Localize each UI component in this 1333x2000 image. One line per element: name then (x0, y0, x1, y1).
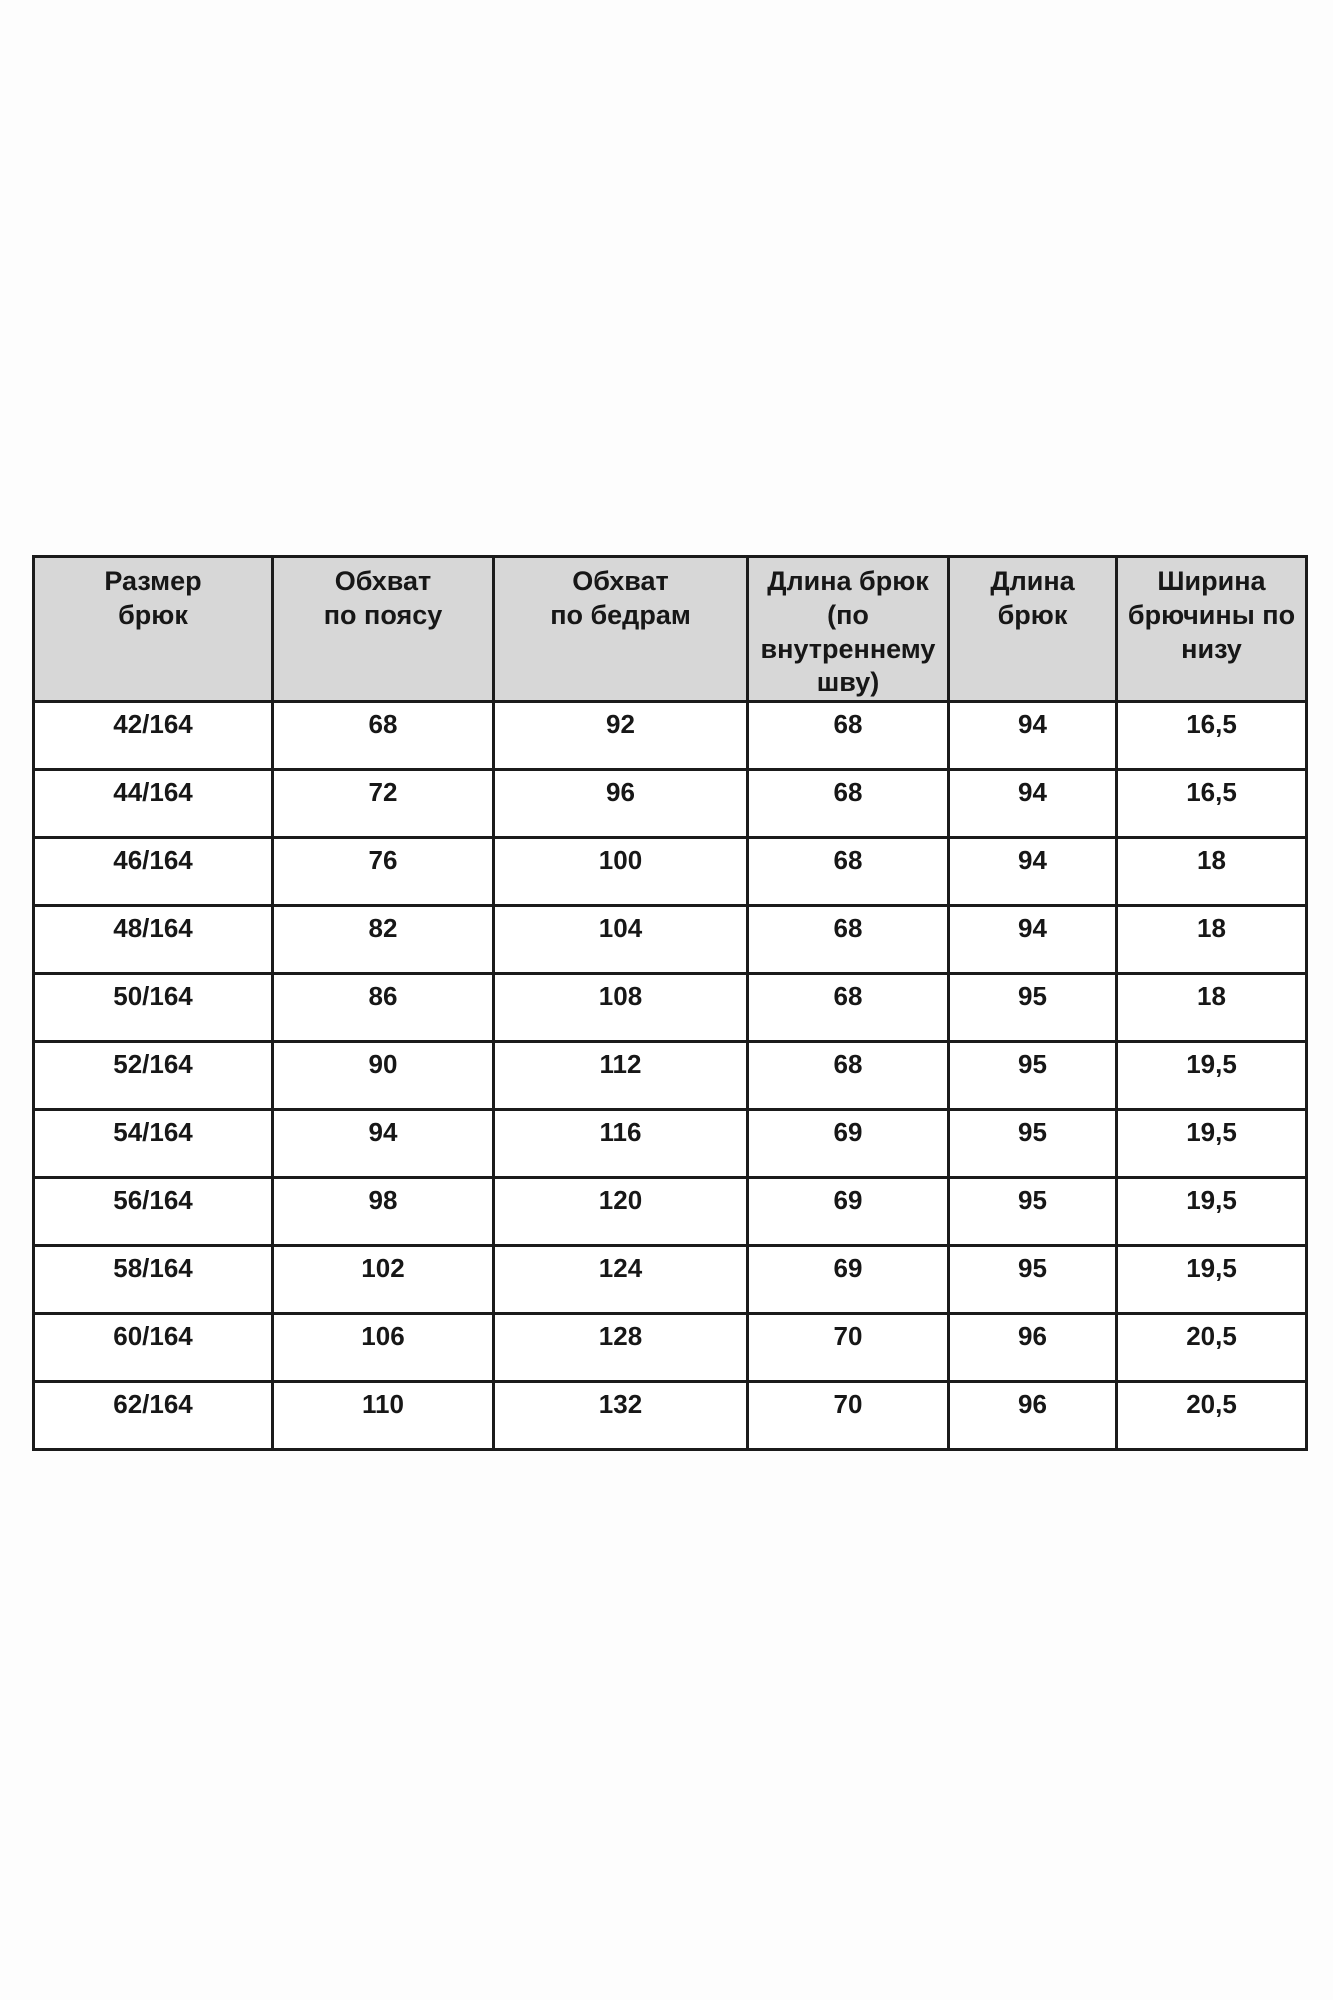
measurement-cell: 100 (494, 838, 748, 906)
measurement-cell: 69 (748, 1178, 949, 1246)
measurement-cell: 108 (494, 974, 748, 1042)
size-cell: 62/164 (34, 1382, 273, 1450)
measurement-cell: 94 (949, 838, 1117, 906)
measurement-cell: 18 (1117, 906, 1307, 974)
measurement-cell: 95 (949, 1178, 1117, 1246)
column-header: Длина брюк (949, 557, 1117, 702)
measurement-cell: 18 (1117, 974, 1307, 1042)
measurement-cell: 68 (748, 1042, 949, 1110)
measurement-cell: 68 (748, 906, 949, 974)
size-cell: 54/164 (34, 1110, 273, 1178)
measurement-cell: 20,5 (1117, 1314, 1307, 1382)
column-header: Обхват по поясу (273, 557, 494, 702)
measurement-cell: 106 (273, 1314, 494, 1382)
measurement-cell: 82 (273, 906, 494, 974)
table-row (34, 1042, 1307, 1110)
measurement-cell: 96 (949, 1314, 1117, 1382)
measurement-cell: 102 (273, 1246, 494, 1314)
table-row (34, 906, 1307, 974)
measurement-cell: 68 (748, 702, 949, 770)
measurement-cell: 68 (748, 974, 949, 1042)
measurement-cell: 68 (748, 770, 949, 838)
table-header-row (34, 557, 1307, 702)
measurement-cell: 128 (494, 1314, 748, 1382)
measurement-cell: 112 (494, 1042, 748, 1110)
measurement-cell: 98 (273, 1178, 494, 1246)
measurement-cell: 120 (494, 1178, 748, 1246)
table-body (34, 702, 1307, 1450)
measurement-cell: 68 (748, 838, 949, 906)
size-cell: 52/164 (34, 1042, 273, 1110)
measurement-cell: 20,5 (1117, 1382, 1307, 1450)
table-row (34, 838, 1307, 906)
measurement-cell: 132 (494, 1382, 748, 1450)
measurement-cell: 94 (949, 906, 1117, 974)
table-row (34, 1178, 1307, 1246)
table-row (34, 1110, 1307, 1178)
measurement-cell: 95 (949, 1246, 1117, 1314)
measurement-cell: 86 (273, 974, 494, 1042)
measurement-cell: 92 (494, 702, 748, 770)
measurement-cell: 95 (949, 1110, 1117, 1178)
size-cell: 42/164 (34, 702, 273, 770)
measurement-cell: 94 (949, 702, 1117, 770)
column-header: Ширина брючины по низу (1117, 557, 1307, 702)
table-row (34, 1314, 1307, 1382)
measurement-cell: 19,5 (1117, 1110, 1307, 1178)
measurement-cell: 70 (748, 1314, 949, 1382)
measurement-cell: 19,5 (1117, 1042, 1307, 1110)
measurement-cell: 124 (494, 1246, 748, 1314)
size-cell: 50/164 (34, 974, 273, 1042)
size-cell: 48/164 (34, 906, 273, 974)
size-chart-table (32, 555, 1308, 1451)
size-cell: 46/164 (34, 838, 273, 906)
measurement-cell: 104 (494, 906, 748, 974)
measurement-cell: 19,5 (1117, 1178, 1307, 1246)
measurement-cell: 95 (949, 974, 1117, 1042)
measurement-cell: 16,5 (1117, 770, 1307, 838)
measurement-cell: 19,5 (1117, 1246, 1307, 1314)
measurement-cell: 94 (273, 1110, 494, 1178)
table-row (34, 1382, 1307, 1450)
measurement-cell: 96 (494, 770, 748, 838)
size-cell: 60/164 (34, 1314, 273, 1382)
size-cell: 56/164 (34, 1178, 273, 1246)
measurement-cell: 95 (949, 1042, 1117, 1110)
measurement-cell: 90 (273, 1042, 494, 1110)
table-row (34, 1246, 1307, 1314)
measurement-cell: 96 (949, 1382, 1117, 1450)
measurement-cell: 76 (273, 838, 494, 906)
measurement-cell: 116 (494, 1110, 748, 1178)
column-header: Размер брюк (34, 557, 273, 702)
column-header: Длина брюк (по внутреннему шву) (748, 557, 949, 702)
measurement-cell: 72 (273, 770, 494, 838)
measurement-cell: 69 (748, 1246, 949, 1314)
size-cell: 44/164 (34, 770, 273, 838)
table-row (34, 770, 1307, 838)
measurement-cell: 16,5 (1117, 702, 1307, 770)
measurement-cell: 69 (748, 1110, 949, 1178)
measurement-cell: 18 (1117, 838, 1307, 906)
measurement-cell: 94 (949, 770, 1117, 838)
header-row (34, 557, 1307, 702)
measurement-cell: 70 (748, 1382, 949, 1450)
measurement-cell: 68 (273, 702, 494, 770)
table-row (34, 702, 1307, 770)
table-row (34, 974, 1307, 1042)
measurement-cell: 110 (273, 1382, 494, 1450)
size-cell: 58/164 (34, 1246, 273, 1314)
column-header: Обхват по бедрам (494, 557, 748, 702)
